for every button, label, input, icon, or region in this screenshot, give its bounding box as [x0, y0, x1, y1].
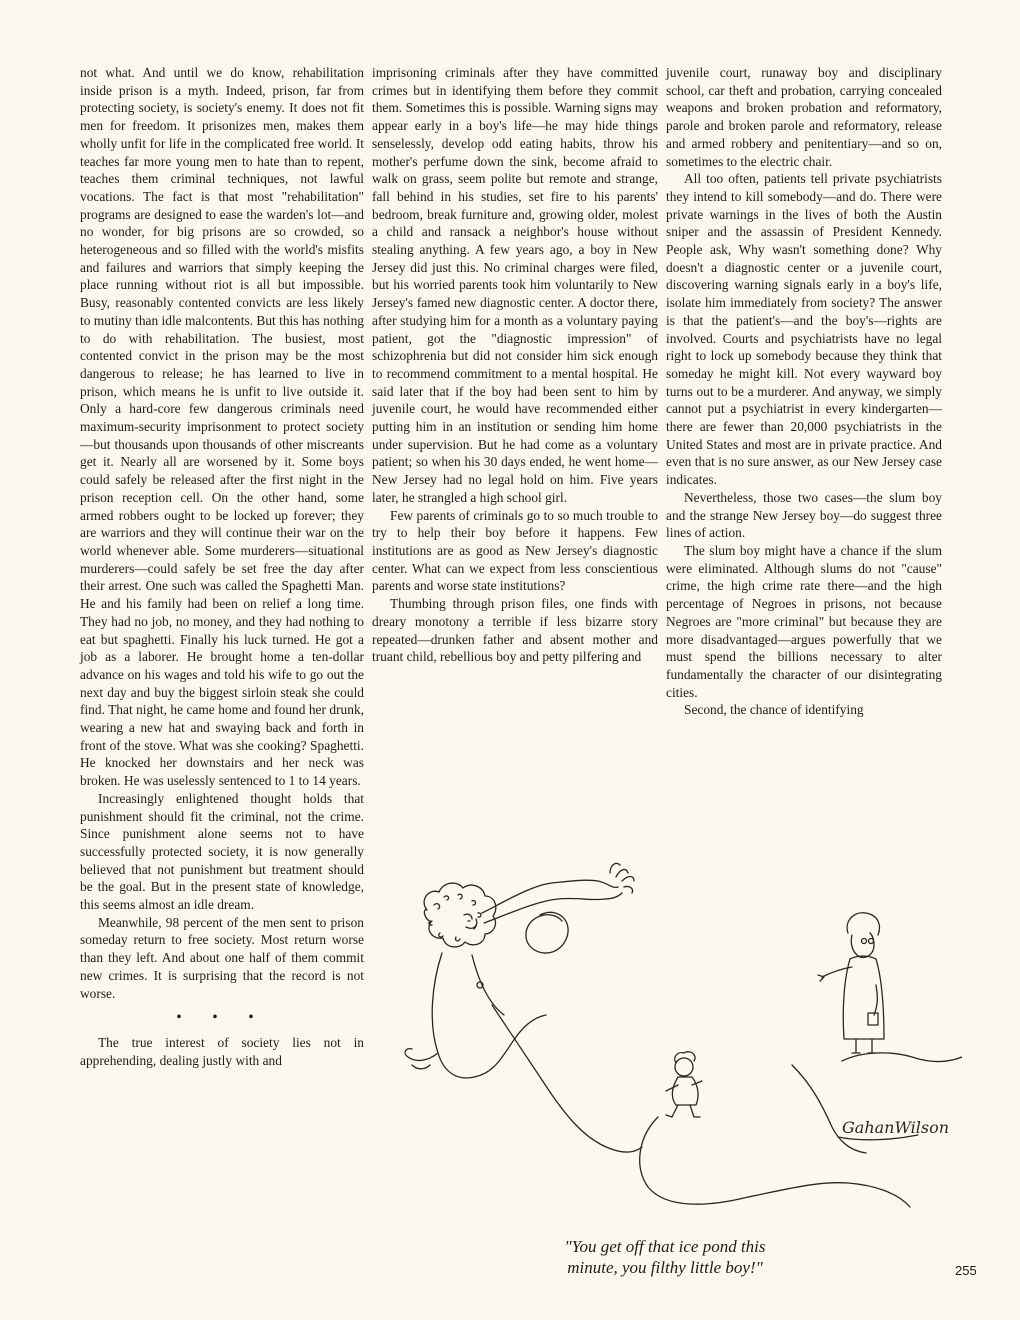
article-column-3 — [666, 64, 942, 719]
paragraph: Second, the chance of identifying — [684, 702, 864, 718]
paragraph: Nevertheless, those two cases—the slum boy and the strange New Jersey boy—do suggest three lines of action. — [666, 489, 942, 541]
paragraph: not what. And until we do know, rehabilitation inside prison is a myth. Indeed, prison, far from protecting society, is society's enemy. It does not fit men for freedom. It prisonizes men, makes them wholly unfit for life in the complicated free world. It teaches far more young men to hate than to repent, teaches them criminal techniques, not lawful vocations. The fact is that most "rehabilitation" programs are designed to ease the warden's lot—and no wonder, for big prisons are so crowded, so heterogeneous and so filled with the world's misfits and failures and warriors that simply keeping the place running without riot is all but impossible. Busy, reasonably contented convicts are less likely to mutiny than idle malcontents. But this has nothing to do with rehabilitation. The busiest, most contented convict in the prison may be the most dangerous to release; he has learned to live in prison, which means he is unfit to live outside it. Only a hard-core few dangerous criminals need maximum-security imprisonment to protect society—but thousands upon thousands of other miscreants get it. Nearly all are worsened by it. Some boys could safely be released after the first night in the prison reception cell. On the other hand, some armed robbers ought to be locked up forever; they are warriors and they will continue their war on the world whenever able. Some murderers—situational murderers—could safely be set free the day after their arrest. One such was called the Spaghetti Man. He and his family had been on relief a long time. They had no job, no money, and they had nothing to eat but spaghetti. Finally his luck turned. He got a job as a laborer. He brought home a ten-dollar advance on his wages and told his wife to go out the next day and buy the biggest sirloin steak she could find. That night, he came home and found her drunk, wearing a new hat and swaying back and forth in front of the stove. What was she cooking? Spaghetti. He knocked her downstairs and her neck was broken. He was uselessly sentenced to 1 to 14 years. — [80, 65, 364, 789]
paragraph: Increasingly enlightened thought holds that punishment should fit the criminal, not the crime. Since punishment alone seems not to have successfully protected society, it is now generally believed that not punishment but treatment should be the goal. But in the present state of knowledge, this seems almost an idle dream. — [80, 790, 364, 913]
caption-line: minute, you filthy little boy!" — [567, 1258, 763, 1277]
scolding-woman — [818, 913, 884, 1053]
article-column-2 — [372, 64, 658, 666]
paragraph: Meanwhile, 98 percent of the men sent to prison someday return to free society. Most return worse than they left. And about one half of them commit new crimes. It is surprising that the record is not worse. — [80, 914, 364, 1001]
caption-line: "You get off that ice pond this — [564, 1237, 766, 1256]
paragraph: Thumbing through prison files, one finds with dreary monotony a terrible if less bizarre story repeated—drunken father and absent mother and truant child, rebellious boy and petty pilfering and — [372, 596, 658, 665]
boy-coat — [672, 1077, 698, 1105]
ghost-figure — [405, 863, 642, 1152]
snow-bank — [842, 1053, 962, 1062]
handbag — [868, 1013, 878, 1025]
paragraph: The true interest of society lies not in apprehending, dealing justly with and — [80, 1034, 364, 1068]
little-boy — [666, 1052, 702, 1117]
paragraph: All too often, patients tell private psychiatrists they intend to kill somebody—and do. There were private warnings in the lives of both the Austin sniper and the assassin of President Kennedy. People ask, Why wasn't something done? Why doesn't a diagnostic center or a juvenile court, discovering warning signals early in a boy's life, isolate him immediately from society? The answer is that the patient's—and the boy's—rights are involved. Courts and psychiatrists have no legal right to lock up somebody because they think that someday he might kill. Not every wayward boy turns out to be a murderer. And anyway, we simply cannot put a psychiatrist in every kindergarten—there are fewer than 20,000 psychiatrists in the United States and most are in private practice. And even that is no sure answer, as our New Jersey case indicates. — [666, 171, 942, 488]
hair-outline — [424, 883, 496, 947]
ghost-arm-upper — [482, 880, 618, 913]
woman-hat — [847, 913, 879, 935]
paragraph: imprisoning criminals after they have committed crimes but in identifying them before they commit them. Sometimes this is possible. Warning signs may appear early in a boy's life—he may hide things senselessly, develop odd eating habits, throw his mother's perfume down the sink, become afraid to walk on grass, seem polite but remote and strange, fall behind in his studies, set fire to his parents' bedroom, break furniture and, growing older, molest a child and ransack a neighbor's house without stealing anything. A few years ago, a boy in New Jersey did just this. No criminal charges were filed, but his worried parents took him voluntarily to New Jersey's famed new diagnostic center. A doctor there, after studying him for a month as a voluntary paying patient, got the "diagnostic impression" of schizophrenia but did not consider him sick enough to recommend commitment to a mental hospital. He said later that if the boy had been sent to him by juvenile court, he would have recommended either putting him in an institution or sending him home under supervision. But he had come as a voluntary patient; so when his 30 days ended, he went home—New Jersey had no legal hold on him. Five years later, he strangled a high school girl. — [372, 65, 658, 505]
section-separator: • • • — [176, 1009, 268, 1025]
paragraph: The slum boy might have a chance if the slum were eliminated. Although slums do not "cause" crime, the high crime rate there—and the high percentage of Negroes in prisons, not because Negroes are "more criminal" but because they are more disadvantaged—argues powerfully that we must spend the billions necessary to alter fundamentally the character of our disintegrating cities. — [666, 542, 942, 700]
ghost-fingers — [610, 863, 634, 893]
curls — [429, 894, 481, 941]
cartoon-caption — [500, 1236, 830, 1278]
woman-face — [851, 933, 874, 957]
paragraph: juvenile court, runaway boy and disciplinary school, car theft and probation, carrying concealed weapons and broken probation and reformatory, parole and broken parole and reformatory, release and armed robbery and penitentiary—and so on, sometimes to the electric chair. — [666, 65, 942, 169]
article-column-1 — [80, 64, 364, 1069]
spiral — [526, 912, 568, 953]
paragraph: Few parents of criminals go to so much trouble to try to help their boy before it happens. Few institutions are as good as New Jersey's diagnostic center. What can we expect from less conscientious parents and worse state institutions? — [372, 507, 658, 594]
page-number: 255 — [955, 1263, 977, 1278]
ghost-tail — [492, 1005, 642, 1152]
artist-signature: GahanWilson — [842, 1118, 950, 1137]
cartoon-illustration — [372, 855, 962, 1215]
ghost-hand-left — [405, 1049, 438, 1069]
face-features — [464, 914, 477, 929]
